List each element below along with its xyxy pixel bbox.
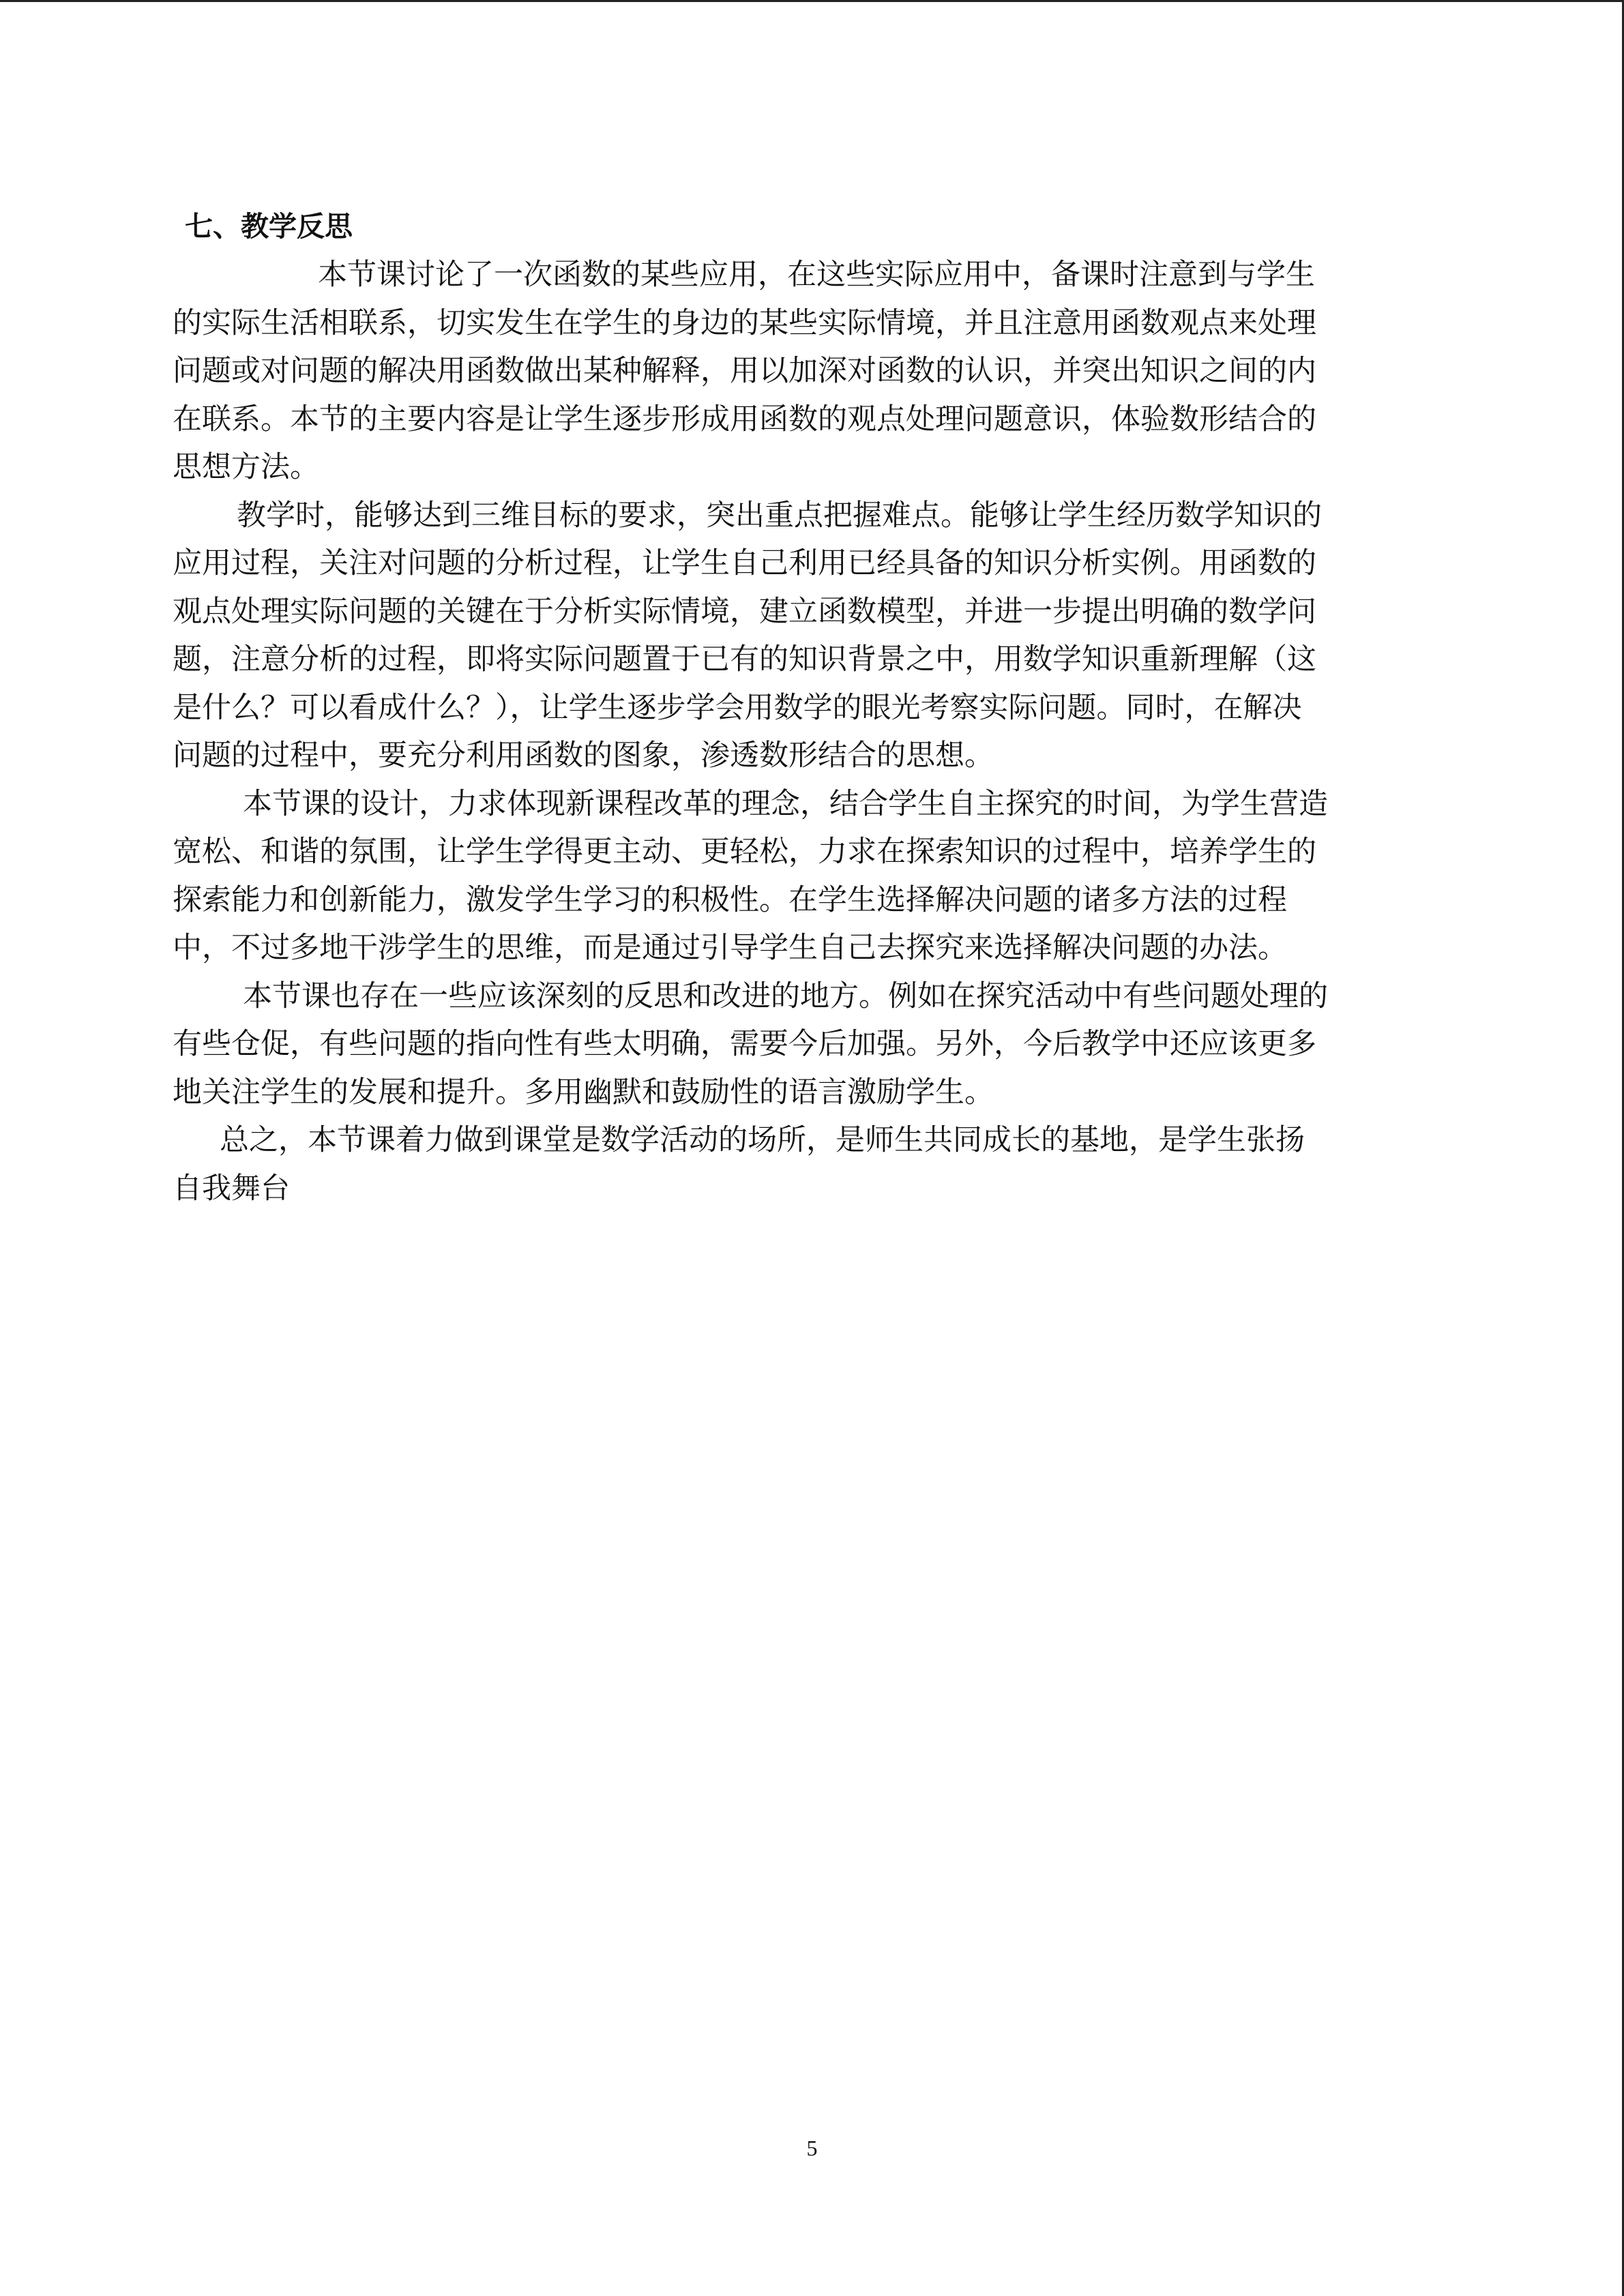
paragraph-line: 题，注意分析的过程，即将实际问题置于已有的知识背景之中，用数学知识重新理解（这 xyxy=(173,642,1316,676)
paragraph-line: 本节课也存在一些应该深刻的反思和改进的地方。例如在探究活动中有些问题处理的 xyxy=(243,979,1328,1013)
paragraph-line: 是什么？可以看成什么？），让学生逐步学会用数学的眼光考察实际问题。同时，在解决 xyxy=(173,690,1302,725)
paragraph-line: 总之，本节课着力做到课堂是数学活动的场所，是师生共同成长的基地，是学生张扬 xyxy=(220,1123,1305,1157)
paragraph-line: 探索能力和创新能力，激发学生学习的积极性。在学生选择解决问题的诸多方法的过程 xyxy=(173,882,1287,917)
paragraph-line: 问题或对问题的解决用函数做出某种解释，用以加深对函数的认识，并突出知识之间的内 xyxy=(173,354,1316,388)
paragraph-line: 宽松、和谐的氛围，让学生学得更主动、更轻松，力求在探索知识的过程中，培养学生的 xyxy=(173,835,1316,869)
document-body xyxy=(173,205,1455,1212)
top-border-line xyxy=(0,0,1624,2)
paragraph-4 xyxy=(173,972,1455,1117)
paragraph-line: 中，不过多地干涉学生的思维，而是通过引导学生自己去探究来选择解决问题的办法。 xyxy=(173,931,1287,965)
paragraph-line: 思想方法。 xyxy=(173,450,319,484)
paragraph-line: 在联系。本节的主要内容是让学生逐步形成用函数的观点处理问题意识，体验数形结合的 xyxy=(173,402,1316,436)
paragraph-3 xyxy=(173,780,1455,972)
page-number: 5 xyxy=(806,2136,818,2160)
paragraph-5 xyxy=(173,1116,1455,1212)
section-heading: 七、教学反思 xyxy=(185,210,353,243)
paragraph-line: 本节课的设计，力求体现新课程改革的理念，结合学生自主探究的时间，为学生营造 xyxy=(243,786,1328,821)
paragraph-1 xyxy=(173,251,1455,492)
paragraph-line: 教学时，能够达到三维目标的要求，突出重点把握难点。能够让学生经历数学知识的 xyxy=(237,498,1322,533)
paragraph-line: 有些仓促，有些问题的指向性有些太明确，需要今后加强。另外，今后教学中还应该更多 xyxy=(173,1027,1316,1061)
paragraph-line: 地关注学生的发展和提升。多用幽默和鼓励性的语言激励学生。 xyxy=(173,1075,994,1109)
paragraph-2 xyxy=(173,492,1455,780)
paragraph-line: 观点处理实际问题的关键在于分析实际情境，建立函数模型，并进一步提出明确的数学问 xyxy=(173,594,1316,629)
paragraph-line: 的实际生活相联系，切实发生在学生的身边的某些实际情境，并且注意用函数观点来处理 xyxy=(173,305,1316,340)
paragraph-line: 自我舞台 xyxy=(173,1171,290,1206)
paragraph-line: 应用过程，关注对问题的分析过程，让学生自己利用已经具备的知识分析实例。用函数的 xyxy=(173,546,1316,580)
paragraph-line: 本节课讨论了一次函数的某些应用，在这些实际应用中，备课时注意到与学生 xyxy=(318,258,1315,292)
paragraph-line: 问题的过程中，要充分利用函数的图象，渗透数形结合的思想。 xyxy=(173,739,994,773)
